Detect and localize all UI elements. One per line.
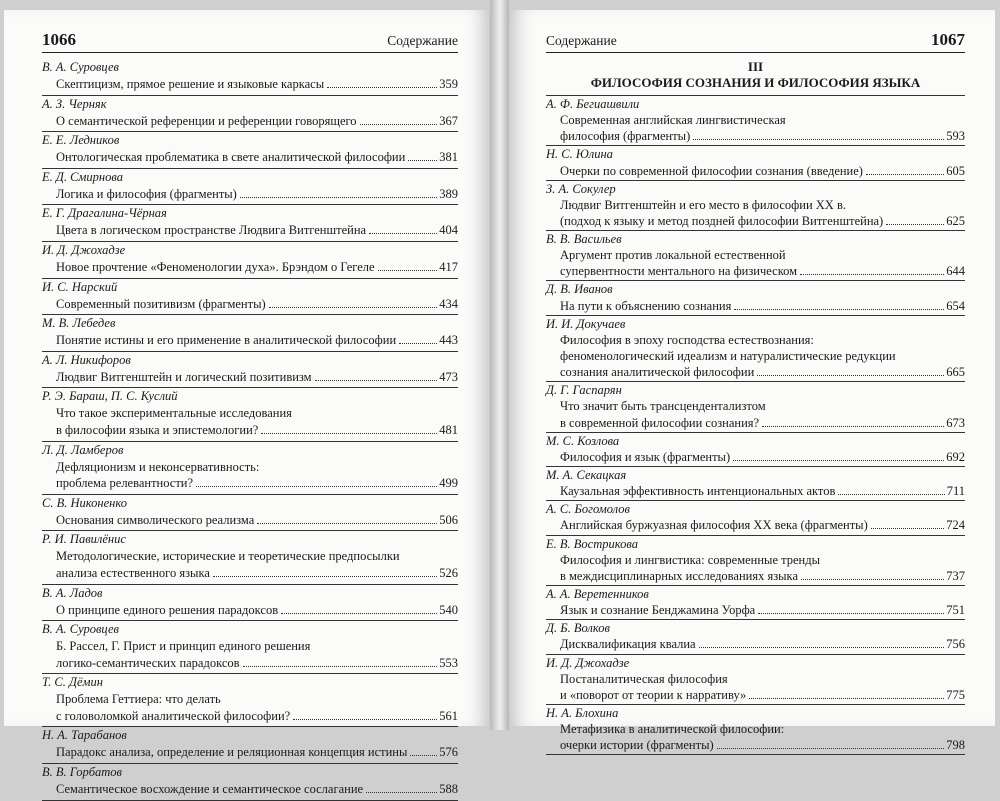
toc-entry	[546, 433, 965, 467]
entry-title-text: Английская буржуазная философия XX века (фрагменты)	[560, 518, 868, 533]
leader-dots	[240, 197, 437, 198]
entry-author: Д. В. Иванов	[546, 282, 613, 297]
toc-entry	[546, 586, 965, 620]
entry-title-final	[42, 781, 458, 798]
entry-title-text: Онтологическая проблематика в свете аналитической философии	[56, 150, 406, 165]
entry-page-number: 367	[439, 113, 458, 128]
entry-title-text: Язык и сознание Бенджамина Уорфа	[560, 603, 756, 618]
entry-title-final	[42, 602, 458, 619]
entry-title-line: Проблема Геттиера: что делать	[56, 692, 221, 707]
toc-entry	[546, 231, 965, 281]
entry-page-number: 775	[946, 687, 965, 702]
entry-title-text: Современный позитивизм (фрагменты)	[56, 296, 266, 311]
entry-author: И. Д. Джохадзе	[42, 242, 126, 257]
leader-dots	[749, 698, 944, 699]
entry-title-final	[42, 332, 458, 349]
entry-title-final	[546, 517, 965, 533]
entry-author: А. С. Богомолов	[546, 502, 630, 517]
leader-dots	[758, 613, 944, 614]
section-title: ФИЛОСОФИЯ СОЗНАНИЯ И ФИЛОСОФИЯ ЯЗЫКА	[590, 75, 921, 90]
entry-title-final	[42, 149, 458, 166]
entry-title-text: Философия и язык (фрагменты)	[560, 449, 731, 464]
entry-author: Р. И. Павилёнис	[42, 532, 126, 547]
toc-entry	[546, 146, 965, 180]
entry-title-final	[42, 422, 458, 439]
running-header	[42, 30, 458, 53]
entry-page-number: 404	[439, 223, 458, 238]
leader-dots	[871, 528, 945, 529]
book-gutter	[490, 0, 509, 730]
entry-author: И. Д. Джохадзе	[546, 655, 630, 670]
entry-page-number: 644	[946, 264, 965, 279]
running-title: Содержание	[387, 33, 458, 48]
entry-page-number: 798	[946, 738, 965, 753]
entry-title-final	[42, 565, 458, 582]
toc-entry	[42, 531, 458, 584]
leader-dots	[196, 486, 437, 487]
entry-title-text: анализа естественного языка	[56, 565, 210, 580]
leader-dots	[410, 755, 437, 756]
toc-entry	[546, 467, 965, 501]
entry-author: В. В. Васильев	[546, 232, 622, 247]
entry-title-text: Скептицизм, прямое решение и языковые каркасы	[56, 77, 325, 91]
entry-title-line: Людвиг Витгенштейн и его место в философии XX в.	[560, 197, 846, 212]
entry-page-number: 473	[439, 369, 458, 384]
entry-title-final	[546, 602, 965, 618]
entry-title-text: Цвета в логическом пространстве Людвига Витгенштейна	[56, 223, 367, 238]
leader-dots	[734, 309, 944, 310]
entry-title-line: Дефляционизм и неконсервативность:	[56, 459, 260, 474]
entry-author: В. В. Горбатов	[42, 765, 122, 780]
entry-title-final	[42, 76, 458, 93]
entry-page-number: 389	[439, 186, 458, 201]
toc-entry	[546, 181, 965, 231]
entry-title-text: сознания аналитической философии	[560, 365, 755, 380]
toc-entry	[42, 315, 458, 352]
leader-dots	[408, 160, 437, 161]
entry-author: А. З. Черняк	[42, 96, 107, 111]
entry-title-text: с головоломкой аналитической философии?	[56, 708, 291, 723]
entry-page-number: 625	[946, 213, 965, 228]
leader-dots	[757, 375, 944, 376]
entry-title-final	[42, 708, 458, 725]
entry-title-final	[42, 186, 458, 203]
entry-author: З. А. Сокулер	[546, 181, 616, 196]
entry-title-final	[42, 113, 458, 130]
entry-title-text: Каузальная эффективность интенциональных актов	[560, 484, 836, 499]
entry-title-line: Методологические, исторические и теоретические предпосылки	[56, 549, 400, 564]
entry-title-text: Логика и философия (фрагменты)	[56, 186, 237, 201]
entry-page-number: 434	[439, 296, 458, 311]
entry-page-number: 751	[946, 603, 965, 618]
entry-author: Н. А. Блохина	[546, 705, 619, 720]
entry-page-number: 724	[946, 518, 965, 533]
entry-title-final	[546, 737, 965, 753]
entry-title-text: Людвиг Витгенштейн и логический позитивизм	[56, 369, 312, 384]
leader-dots	[378, 270, 438, 271]
toc-list	[42, 59, 458, 801]
toc-entry	[546, 281, 965, 315]
entry-title-line: Б. Рассел, Г. Прист и принцип единого решения	[56, 639, 311, 654]
leader-dots	[699, 647, 945, 648]
toc-entry	[42, 59, 458, 96]
toc-entry	[42, 242, 458, 279]
entry-author: А. А. Веретенников	[546, 586, 649, 601]
entry-title-final	[546, 263, 965, 279]
entry-title-final	[546, 128, 965, 144]
leader-dots	[886, 224, 944, 225]
entry-page-number: 593	[946, 129, 965, 144]
entry-title-final	[546, 483, 965, 499]
entry-title-text: Основания символического реализма	[56, 512, 255, 527]
entry-title-line: Современная английская лингвистическая	[560, 113, 786, 128]
entry-author: В. А. Ладов	[42, 585, 103, 600]
leader-dots	[717, 748, 945, 749]
entry-author: В. А. Суровцев	[42, 622, 119, 637]
entry-page-number: 576	[439, 745, 458, 760]
entry-title-final	[546, 163, 965, 179]
leader-dots	[838, 494, 944, 495]
toc-list	[546, 96, 965, 755]
entry-author: Е. Г. Драгалина-Чёрная	[42, 206, 167, 221]
entry-title-final	[42, 744, 458, 761]
entry-title-final	[42, 259, 458, 276]
toc-entry	[546, 501, 965, 535]
entry-page-number: 737	[946, 568, 965, 583]
entry-title-text: проблема релевантности?	[56, 476, 194, 491]
entry-title-final	[546, 449, 965, 465]
page-number: 1067	[931, 30, 965, 49]
leader-dots	[243, 666, 438, 667]
right-page	[509, 10, 995, 753]
entry-title-text: Семантическое восхождение и семантическое сослагание	[56, 782, 364, 797]
entry-title-text: О семантической референции и референции говорящего	[56, 113, 357, 128]
leader-dots	[762, 426, 944, 427]
entry-title-line: Аргумент против локальной естественной	[560, 248, 786, 263]
leader-dots	[693, 139, 944, 140]
page-number: 1066	[42, 30, 76, 49]
toc-entry	[42, 169, 458, 206]
entry-page-number: 692	[946, 449, 965, 464]
entry-page-number: 381	[439, 150, 458, 165]
section-number: III	[747, 59, 764, 74]
entry-title-final	[546, 298, 965, 314]
entry-page-number: 605	[946, 163, 965, 178]
entry-title-text: Дисквалификация квалиа	[560, 637, 696, 652]
entry-author: А. Ф. Бегиашвили	[546, 97, 640, 111]
entry-title-final	[42, 475, 458, 492]
toc-entry	[42, 352, 458, 389]
toc-entry	[42, 621, 458, 674]
entry-page-number: 553	[439, 655, 458, 670]
entry-author: Е. Д. Смирнова	[42, 169, 123, 184]
leader-dots	[801, 579, 944, 580]
entry-author: Д. Г. Гаспарян	[546, 383, 622, 398]
entry-page-number: 665	[946, 365, 965, 380]
entry-title-text: логико-семантических парадоксов	[56, 655, 240, 670]
toc-entry	[546, 316, 965, 382]
entry-author: М. А. Секацкая	[546, 467, 627, 482]
entry-author: Д. Б. Волков	[546, 621, 610, 636]
entry-title-final	[42, 512, 458, 529]
toc-entry	[42, 585, 458, 622]
entry-title-line: Философия и лингвистика: современные тренды	[560, 552, 820, 567]
entry-title-text: очерки истории (фрагменты)	[560, 738, 714, 753]
leader-dots	[366, 792, 437, 793]
entry-title-text: Новое прочтение «Феноменологии духа». Брэндом о Гегеле	[56, 259, 375, 274]
toc-entry	[546, 382, 965, 432]
entry-author: Л. Д. Ламберов	[42, 442, 124, 457]
entry-author: Н. А. Тарабанов	[42, 728, 127, 743]
entry-page-number: 561	[439, 708, 458, 723]
entry-title-text: (подход к языку и метод поздней философии Витгенштейна)	[560, 213, 884, 228]
entry-title-final	[546, 213, 965, 229]
toc-entry	[42, 279, 458, 316]
entry-title-final	[42, 369, 458, 386]
entry-title-line: феноменологический идеализм и натуралистические редукции	[560, 349, 896, 364]
running-title: Содержание	[546, 33, 617, 48]
entry-author: А. Л. Никифоров	[42, 352, 131, 367]
entry-author: Е. В. Вострикова	[546, 536, 638, 551]
entry-title-line: Что такое экспериментальные исследования	[56, 406, 292, 421]
toc-entry	[546, 705, 965, 755]
entry-title-final	[42, 296, 458, 313]
entry-author: Т. С. Дёмин	[42, 675, 103, 690]
entry-author: В. А. Суровцев	[42, 60, 119, 74]
entry-title-final	[546, 687, 965, 703]
leader-dots	[733, 460, 944, 461]
entry-title-text: Парадокс анализа, определение и реляционная концепция истины	[56, 745, 408, 760]
entry-title-text: супервентности ментального на физическом	[560, 264, 798, 279]
entry-title-text: О принципе единого решения парадоксов	[56, 602, 279, 617]
entry-title-text: в современной философии сознания?	[560, 415, 760, 430]
entry-page-number: 359	[439, 77, 458, 91]
entry-title-line: Метафизика в аналитической философии:	[560, 722, 785, 737]
leader-dots	[257, 523, 437, 524]
leader-dots	[327, 87, 437, 88]
entry-title-text: Понятие истины и его применение в аналитической философии	[56, 333, 397, 348]
entry-page-number: 673	[946, 415, 965, 430]
toc-entry	[546, 96, 965, 146]
toc-entry	[42, 132, 458, 169]
entry-title-text: и «поворот от теории к нарративу»	[560, 687, 747, 702]
toc-entry	[546, 620, 965, 654]
left-page	[4, 10, 490, 797]
entry-page-number: 443	[439, 333, 458, 348]
leader-dots	[213, 576, 437, 577]
leader-dots	[281, 613, 437, 614]
entry-author: И. С. Нарский	[42, 279, 118, 294]
entry-page-number: 711	[946, 484, 965, 499]
toc-entry	[42, 727, 458, 764]
entry-title-final	[546, 636, 965, 652]
entry-author: М. В. Лебедев	[42, 316, 116, 331]
leader-dots	[360, 124, 438, 125]
entry-page-number: 499	[439, 476, 458, 491]
entry-page-number: 417	[439, 259, 458, 274]
toc-entry	[546, 655, 965, 705]
entry-title-text: в философии языка и эпистемологии?	[56, 422, 259, 437]
entry-page-number: 588	[439, 782, 458, 797]
entry-page-number: 756	[946, 637, 965, 652]
entry-title-final	[546, 415, 965, 431]
entry-page-number: 654	[946, 298, 965, 313]
toc-entry	[42, 96, 458, 133]
entry-title-text: философия (фрагменты)	[560, 129, 691, 144]
entry-page-number: 526	[439, 565, 458, 580]
entry-title-line: Постаналитическая философия	[560, 671, 728, 686]
leader-dots	[261, 433, 437, 434]
entry-title-text: На пути к объяснению сознания	[560, 298, 732, 313]
entry-title-line: Философия в эпоху господства естествознания:	[560, 332, 814, 347]
entry-title-final	[42, 655, 458, 672]
leader-dots	[293, 719, 437, 720]
entry-title-line: Что значит быть трансцендентализтом	[560, 399, 766, 414]
entry-author: Е. Е. Ледников	[42, 133, 120, 148]
entry-author: Н. С. Юлина	[546, 147, 613, 162]
entry-author: С. В. Никоненко	[42, 495, 127, 510]
leader-dots	[866, 174, 944, 175]
entry-title-text: в междисциплинарных исследованиях языка	[560, 568, 798, 583]
section-heading	[546, 59, 965, 96]
leader-dots	[800, 274, 944, 275]
entry-title-final	[546, 568, 965, 584]
entry-title-final	[546, 364, 965, 380]
entry-title-text: Очерки по современной философии сознания (введение)	[560, 163, 863, 178]
toc-entry	[42, 495, 458, 532]
leader-dots	[269, 307, 438, 308]
entry-author: Р. Э. Бараш, П. С. Куслий	[42, 389, 178, 404]
toc-entry	[42, 388, 458, 441]
entry-author: И. И. Докучаев	[546, 316, 626, 331]
entry-page-number: 506	[439, 512, 458, 527]
leader-dots	[315, 380, 438, 381]
toc-entry	[42, 674, 458, 727]
leader-dots	[399, 343, 437, 344]
toc-entry	[42, 442, 458, 495]
entry-page-number: 540	[439, 602, 458, 617]
running-header	[546, 30, 965, 53]
toc-entry	[42, 764, 458, 801]
entry-title-final	[42, 222, 458, 239]
leader-dots	[369, 233, 437, 234]
toc-entry	[42, 205, 458, 242]
entry-page-number: 481	[439, 422, 458, 437]
toc-entry	[546, 536, 965, 586]
entry-author: М. С. Козлова	[546, 433, 620, 448]
